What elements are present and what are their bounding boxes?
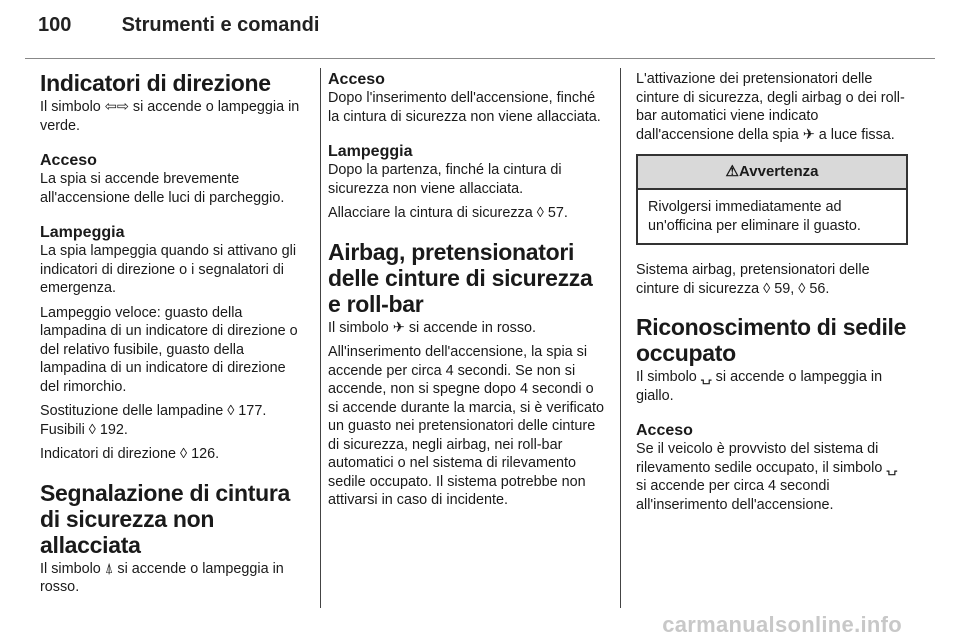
page-header [38, 14, 319, 37]
seatbelt-intro: Il simbolo ⍋ si accende o lampeggia in rosso. [40, 560, 284, 595]
warning-box [636, 154, 908, 245]
subheading-lampeggia: Lampeggia [40, 224, 125, 241]
acceso-text: La spia si accende brevemente all'accensione delle luci di parcheggio. [40, 171, 285, 206]
subheading-acceso: Acceso [40, 152, 97, 169]
bulb-replacement-ref[interactable]: Sostituzione delle lampadine ◊ 177. [40, 403, 267, 419]
chapter-title: Strumenti e comandi [121, 14, 320, 36]
fast-flash-text: Lampeggio veloce: guasto della lampadina di un indicatore di direzione o del relativo fusibile, guasto della lampadina di un indicatore di direzione del rimorchio. [40, 304, 298, 395]
activation-text: L'attivazione dei pretensionatori delle cinture di sicurezza, degli airbag o dei roll-bar automatici viene indicato dall'accensione della spia ✈ a luce fissa. [636, 71, 905, 143]
warning-text: Rivolgersi immediatamente ad un'officina per eliminare il guasto. [648, 199, 861, 234]
column-divider-1 [320, 68, 321, 608]
airbag-system-ref[interactable]: Sistema airbag, pretensionatori delle cinture di sicurezza ◊ 59, ◊ 56. [636, 262, 870, 297]
subheading-acceso-3: Acceso [636, 422, 693, 439]
column-3 [636, 70, 908, 514]
section-title-occupancy: Riconoscimento di sedile occupato [636, 314, 907, 366]
turn-signals-ref[interactable]: Indicatori di direzione ◊ 126. [40, 446, 220, 462]
subheading-acceso-2: Acceso [328, 71, 385, 88]
acceso-text-3: Se il veicolo è provvisto del sistema di rilevamento sedile occupato, il simbolo ⍽ si accende per circa 4 secondi all'inserimento dell'accensione. [636, 441, 898, 513]
subheading-lampeggia-2: Lampeggia [328, 143, 413, 160]
lampeggia-text: La spia lampeggia quando si attivano gli indicatori di direzione o i segnalatori di emergenza. [40, 243, 297, 296]
warning-title: ⚠Avvertenza [638, 156, 906, 190]
column-1 [40, 70, 308, 597]
section-title-airbag: Airbag, pretensionatori delle cinture di sicurezza e roll-bar [328, 238, 593, 317]
header-divider [25, 58, 935, 59]
occupancy-intro: Il simbolo ⍽ si accende o lampeggia in giallo. [636, 369, 883, 404]
page-number: 100 [38, 14, 72, 36]
airbag-text: All'inserimento dell'accensione, la spia si accende per circa 4 secondi. Se non si accende, non si spegne dopo 4 secondi o si accende durante la marcia, si è verificato un guasto nei pretensionatori delle cinture di sicurezza, negli airbag, nei roll-bar automatici o nel sistema di rilevamento sedile occupato. Il sistema potrebbe non attivarsi in caso di incidente. [328, 344, 604, 508]
column-2 [328, 70, 606, 510]
watermark: carmanualsonline.info [662, 612, 902, 637]
airbag-intro: Il simbolo ✈ si accende in rosso. [328, 319, 537, 336]
section-title-seatbelt: Segnalazione di cintura di sicurezza non allacciata [40, 479, 290, 558]
acceso-text-2: Dopo l'inserimento dell'accensione, finché la cintura di sicurezza non viene allacciata. [328, 90, 601, 125]
fuses-ref[interactable]: Fusibili ◊ 192. [40, 421, 128, 438]
turn-signal-intro: Il simbolo ⇦⇨ si accende o lampeggia in verde. [40, 99, 300, 134]
column-divider-2 [620, 68, 621, 608]
lampeggia-text-2: Dopo la partenza, finché la cintura di sicurezza non viene allacciata. [328, 162, 562, 197]
section-title-turn-signals: Indicatori di direzione [40, 70, 271, 96]
fasten-belt-ref[interactable]: Allacciare la cintura di sicurezza ◊ 57. [328, 205, 568, 221]
